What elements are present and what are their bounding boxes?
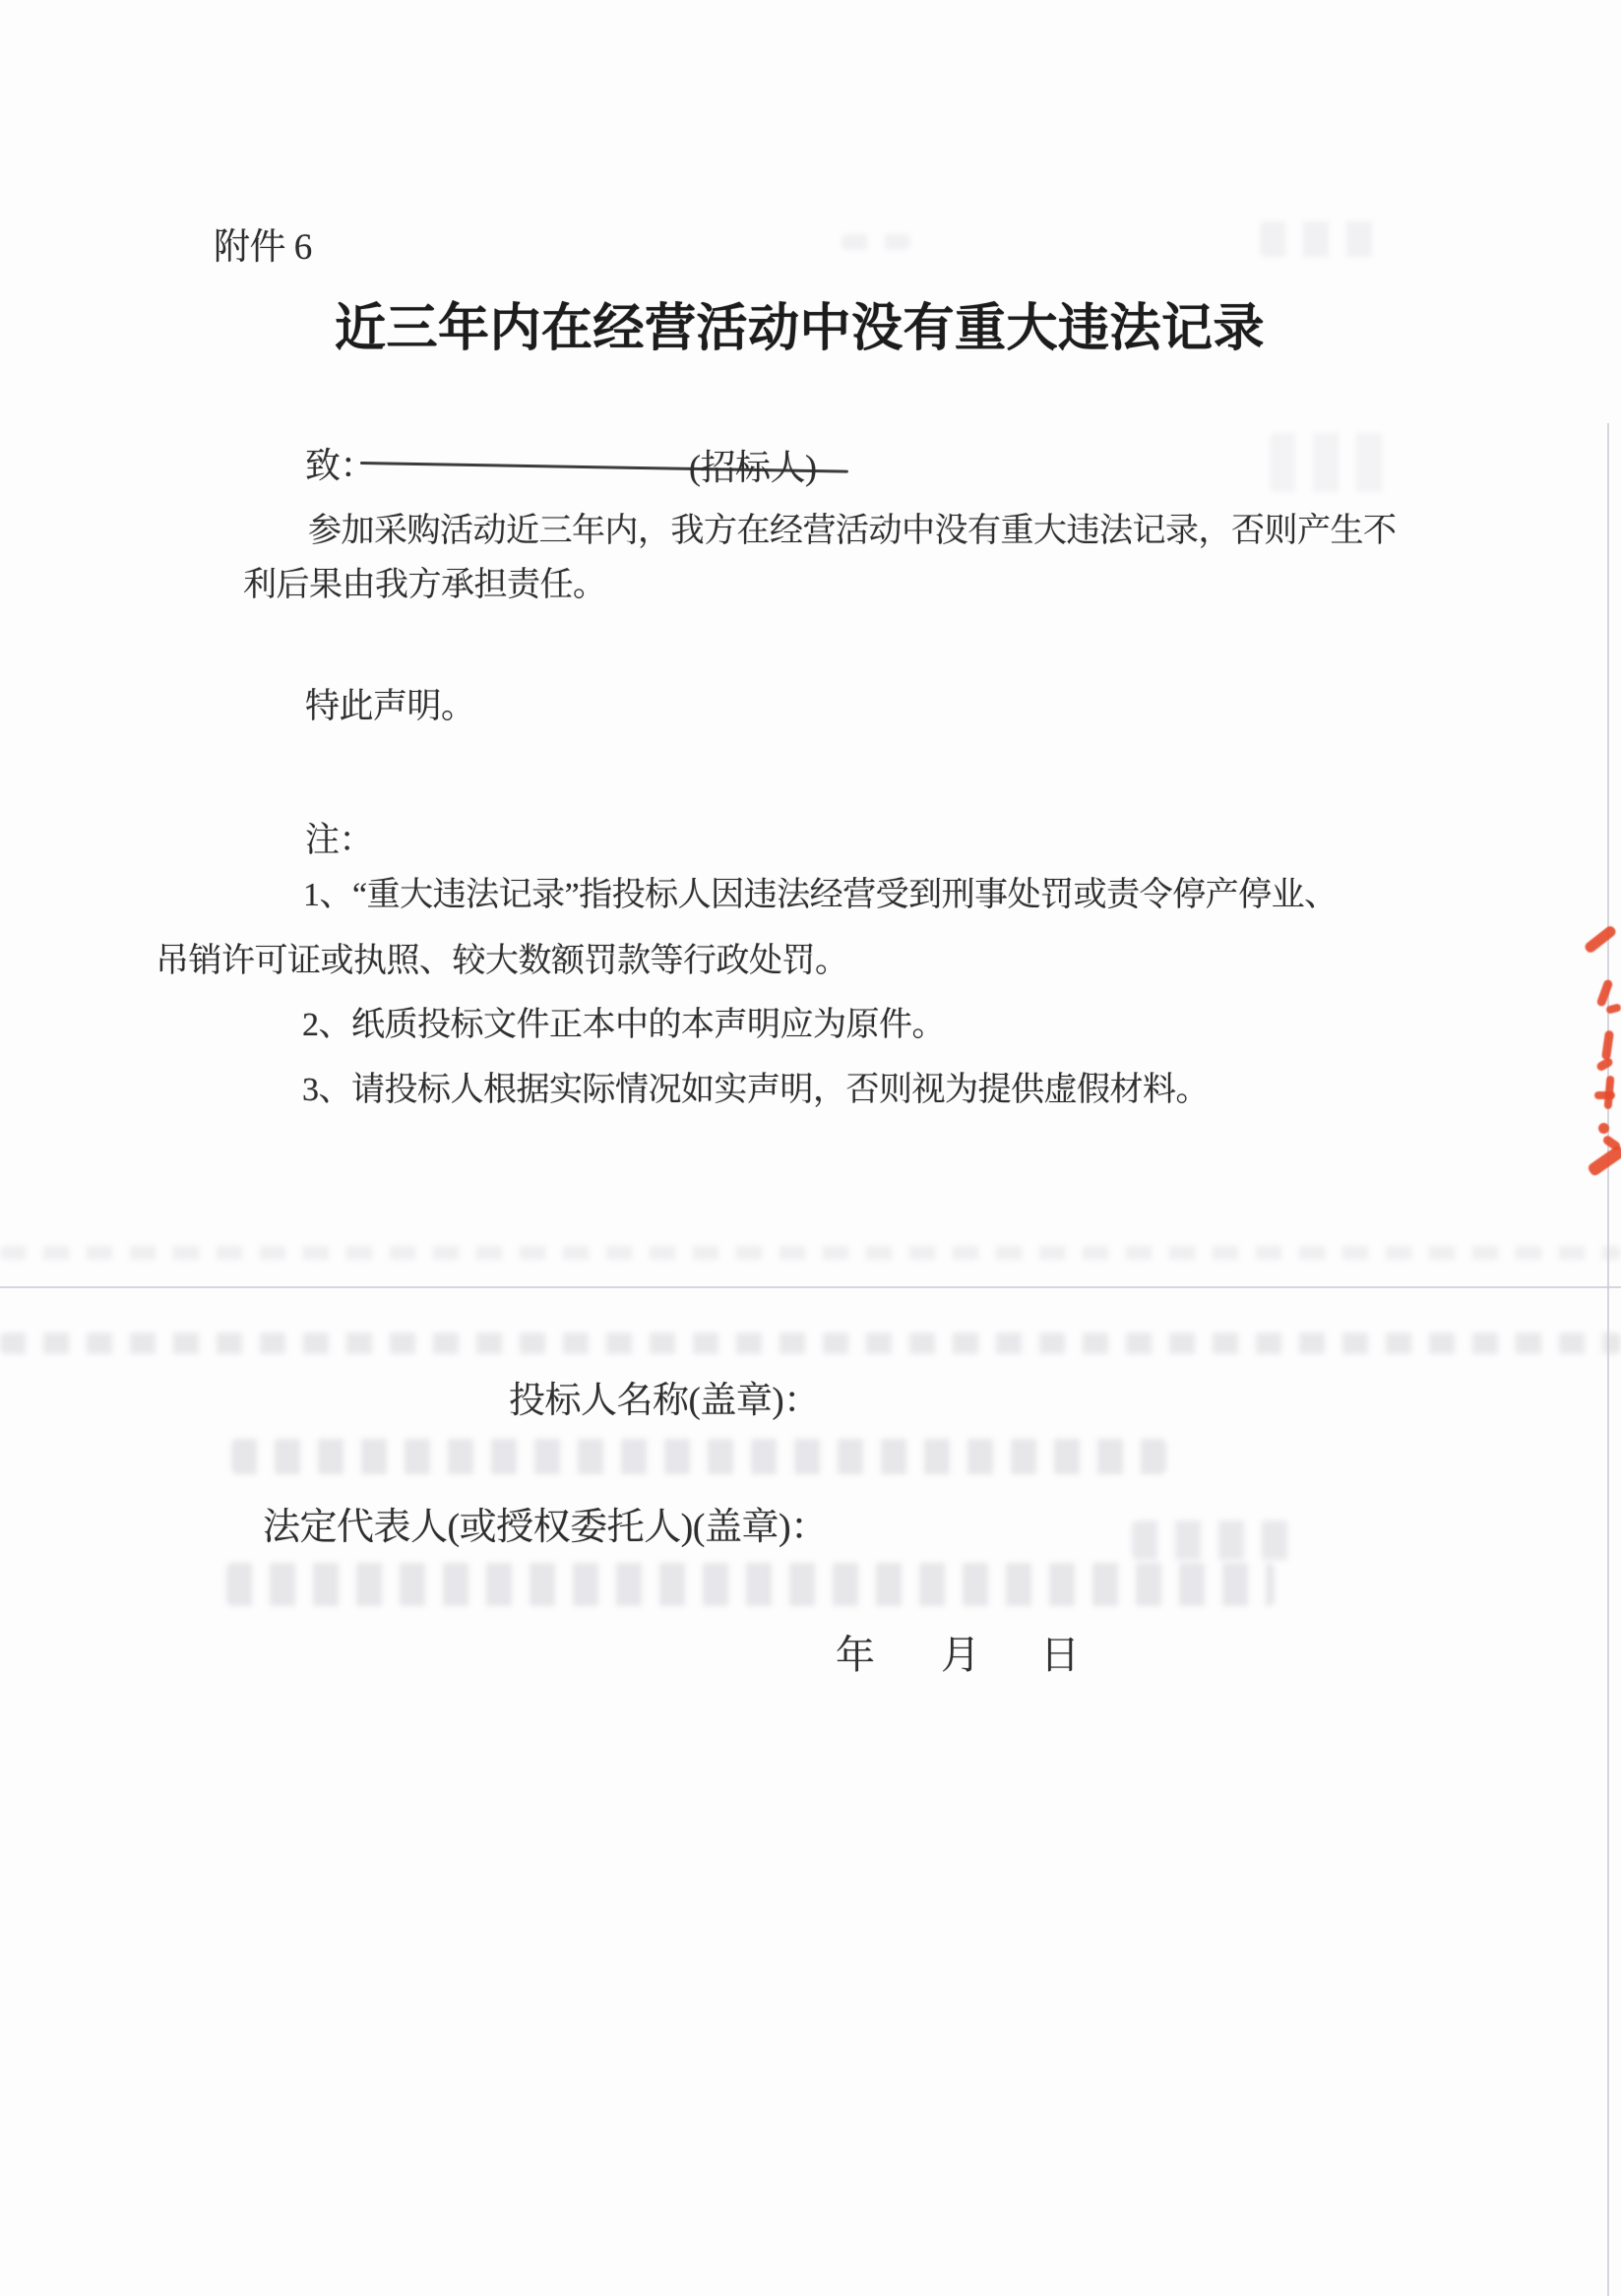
bleedthrough-smudge — [226, 1563, 1275, 1606]
bleedthrough-smudge — [0, 1333, 1621, 1354]
recipient-hint: (招标人) — [689, 448, 817, 487]
note-1-line-1: 1、“重大违法记录”指投标人因违法经营受到刑事处罚或责令停产停业、 — [303, 877, 1338, 913]
red-stamp-stroke — [1594, 1091, 1615, 1099]
bidder-name-seal-label: 投标人名称(盖章)： — [509, 1381, 820, 1421]
bleedthrough-smudge — [0, 1246, 1621, 1260]
declaration-body-line-1: 参加采购活动近三年内，我方在经营活动中没有重大违法记录，否则产生不 — [308, 513, 1397, 549]
legal-representative-seal-label: 法定代表人(或授权委托人)(盖章)： — [263, 1507, 828, 1548]
red-stamp-stroke — [1583, 924, 1617, 955]
note-1-line-2: 吊销许可证或执照、较大数额罚款等行政处罚。 — [156, 943, 848, 979]
note-3: 3、请投标人根据实际情况如实声明，否则视为提供虚假材料。 — [302, 1072, 1209, 1108]
red-stamp-stroke — [1601, 1030, 1614, 1061]
bleedthrough-smudge — [1260, 221, 1388, 257]
paper-edge-shadow — [1607, 423, 1609, 2296]
bleedthrough-smudge — [842, 234, 910, 250]
date-month-label: 月 — [941, 1633, 980, 1677]
document-title: 近三年内在经营活动中没有重大违法记录 — [335, 301, 1266, 357]
bleedthrough-smudge — [1270, 433, 1388, 492]
red-stamp-stroke — [1587, 1145, 1621, 1178]
date-day-label: 日 — [1040, 1633, 1080, 1677]
salutation-prefix: 致： — [305, 446, 376, 485]
bleedthrough-smudge — [231, 1439, 1166, 1474]
declaration-body-line-2: 利后果由我方承担责任。 — [243, 567, 606, 603]
red-stamp-stroke — [1595, 1056, 1614, 1072]
red-stamp-stroke — [1605, 1003, 1621, 1015]
attachment-number-label: 附件 6 — [214, 227, 312, 268]
notes-header: 注： — [305, 821, 374, 859]
date-year-label: 年 — [836, 1633, 875, 1677]
bleedthrough-smudge — [1132, 1520, 1294, 1560]
red-stamp-stroke — [1598, 1123, 1609, 1134]
note-2: 2、纸质投标文件正本中的本声明应为原件。 — [302, 1007, 945, 1043]
red-stamp-stroke — [1595, 978, 1613, 1007]
scan-seam-line — [0, 1286, 1621, 1288]
red-stamp-fragment — [1577, 920, 1621, 1181]
hereby-declare-line: 特此声明。 — [305, 687, 475, 725]
